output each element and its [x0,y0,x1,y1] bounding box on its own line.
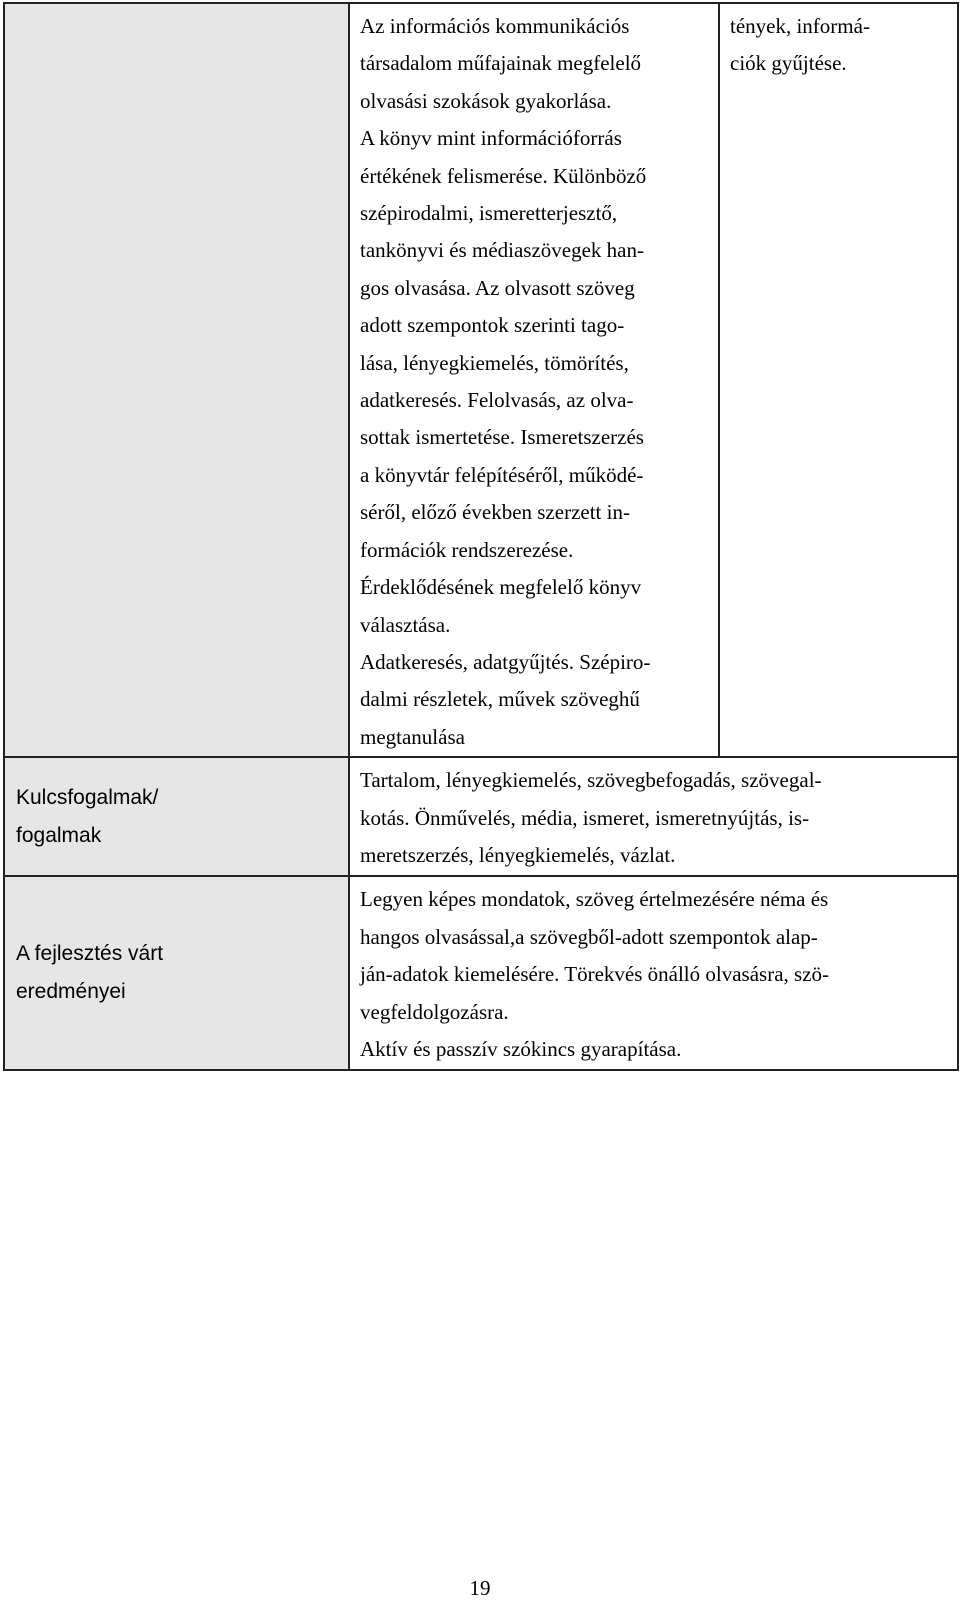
text-line: társadalom műfajainak megfelelő [360,51,642,76]
text-line: Érdeklődésének megfelelő könyv [360,575,642,600]
text-line: meretszerzés, lényegkiemelés, vázlat. [360,843,676,868]
text-line: A könyv mint információforrás [360,126,622,151]
text-line: gos olvasása. Az olvasott szöveg [360,275,635,300]
text-line: olvasási szokások gyakorlása. [360,88,612,113]
text-line: dalmi részletek, művek szöveghű [360,687,640,712]
text-line: formációk rendszerezése. [360,537,574,562]
text-line: választása. [360,612,451,637]
page-number: 19 [469,1576,491,1600]
text-line: hangos olvasással,a szövegből-adott szempontok alap- [360,924,818,949]
key-concepts-cell [349,757,958,876]
text-line: vegfeldolgozásra. [360,999,509,1024]
text-line: sottak ismertetése. Ismeretszerzés [360,425,644,450]
text-line: a könyvtár felépítéséről, működé- [360,462,644,487]
table-row-key-concepts [4,757,958,876]
text-line: Tartalom, lényegkiemelés, szövegbefogadás, szövegal- [360,768,822,793]
key-concepts-label [4,757,349,876]
text-line: lása, lényegkiemelés, tömörítés, [360,350,629,375]
row-label-empty [4,3,349,757]
table-row-reading-activities [4,3,958,757]
text-line: szépirodalmi, ismeretterjesztő, [360,201,618,226]
label-line: eredményei [16,979,126,1003]
text-line: értékének felismerése. Különböző [360,163,647,188]
curriculum-table [3,2,959,1071]
table-row-expected-results [4,876,958,1070]
text-line: megtanulása [360,724,465,749]
text-line: tények, informá- [730,14,870,38]
reading-activities-cell [349,3,719,757]
text-line: ciók gyűjtése. [730,51,847,76]
label-line: fogalmak [16,823,102,847]
expected-results-cell [349,876,958,1070]
text-line: Aktív és passzív szókincs gyarapítása. [360,1037,682,1062]
text-line: adott szempontok szerinti tago- [360,313,625,338]
information-gathering-cell [719,3,958,757]
text-line: adatkeresés. Felolvasás, az olva- [360,388,634,413]
text-line: séről, előző években szerzett in- [360,500,630,525]
text-line: Legyen képes mondatok, szöveg értelmezésére néma és [360,886,829,911]
label-line: A fejlesztés várt [16,941,164,965]
text-line: Az információs kommunikációs [360,14,630,38]
text-line: Adatkeresés, adatgyűjtés. Szépiro- [360,649,651,674]
expected-results-label [4,876,349,1070]
text-line: kotás. Önművelés, média, ismeret, ismeretnyújtás, is- [360,805,810,830]
text-line: ján-adatok kiemelésére. Törekvés önálló olvasásra, szö- [360,962,830,987]
label-line: Kulcsfogalmak/ [16,785,159,809]
text-line: tankönyvi és médiaszövegek han- [360,238,644,263]
